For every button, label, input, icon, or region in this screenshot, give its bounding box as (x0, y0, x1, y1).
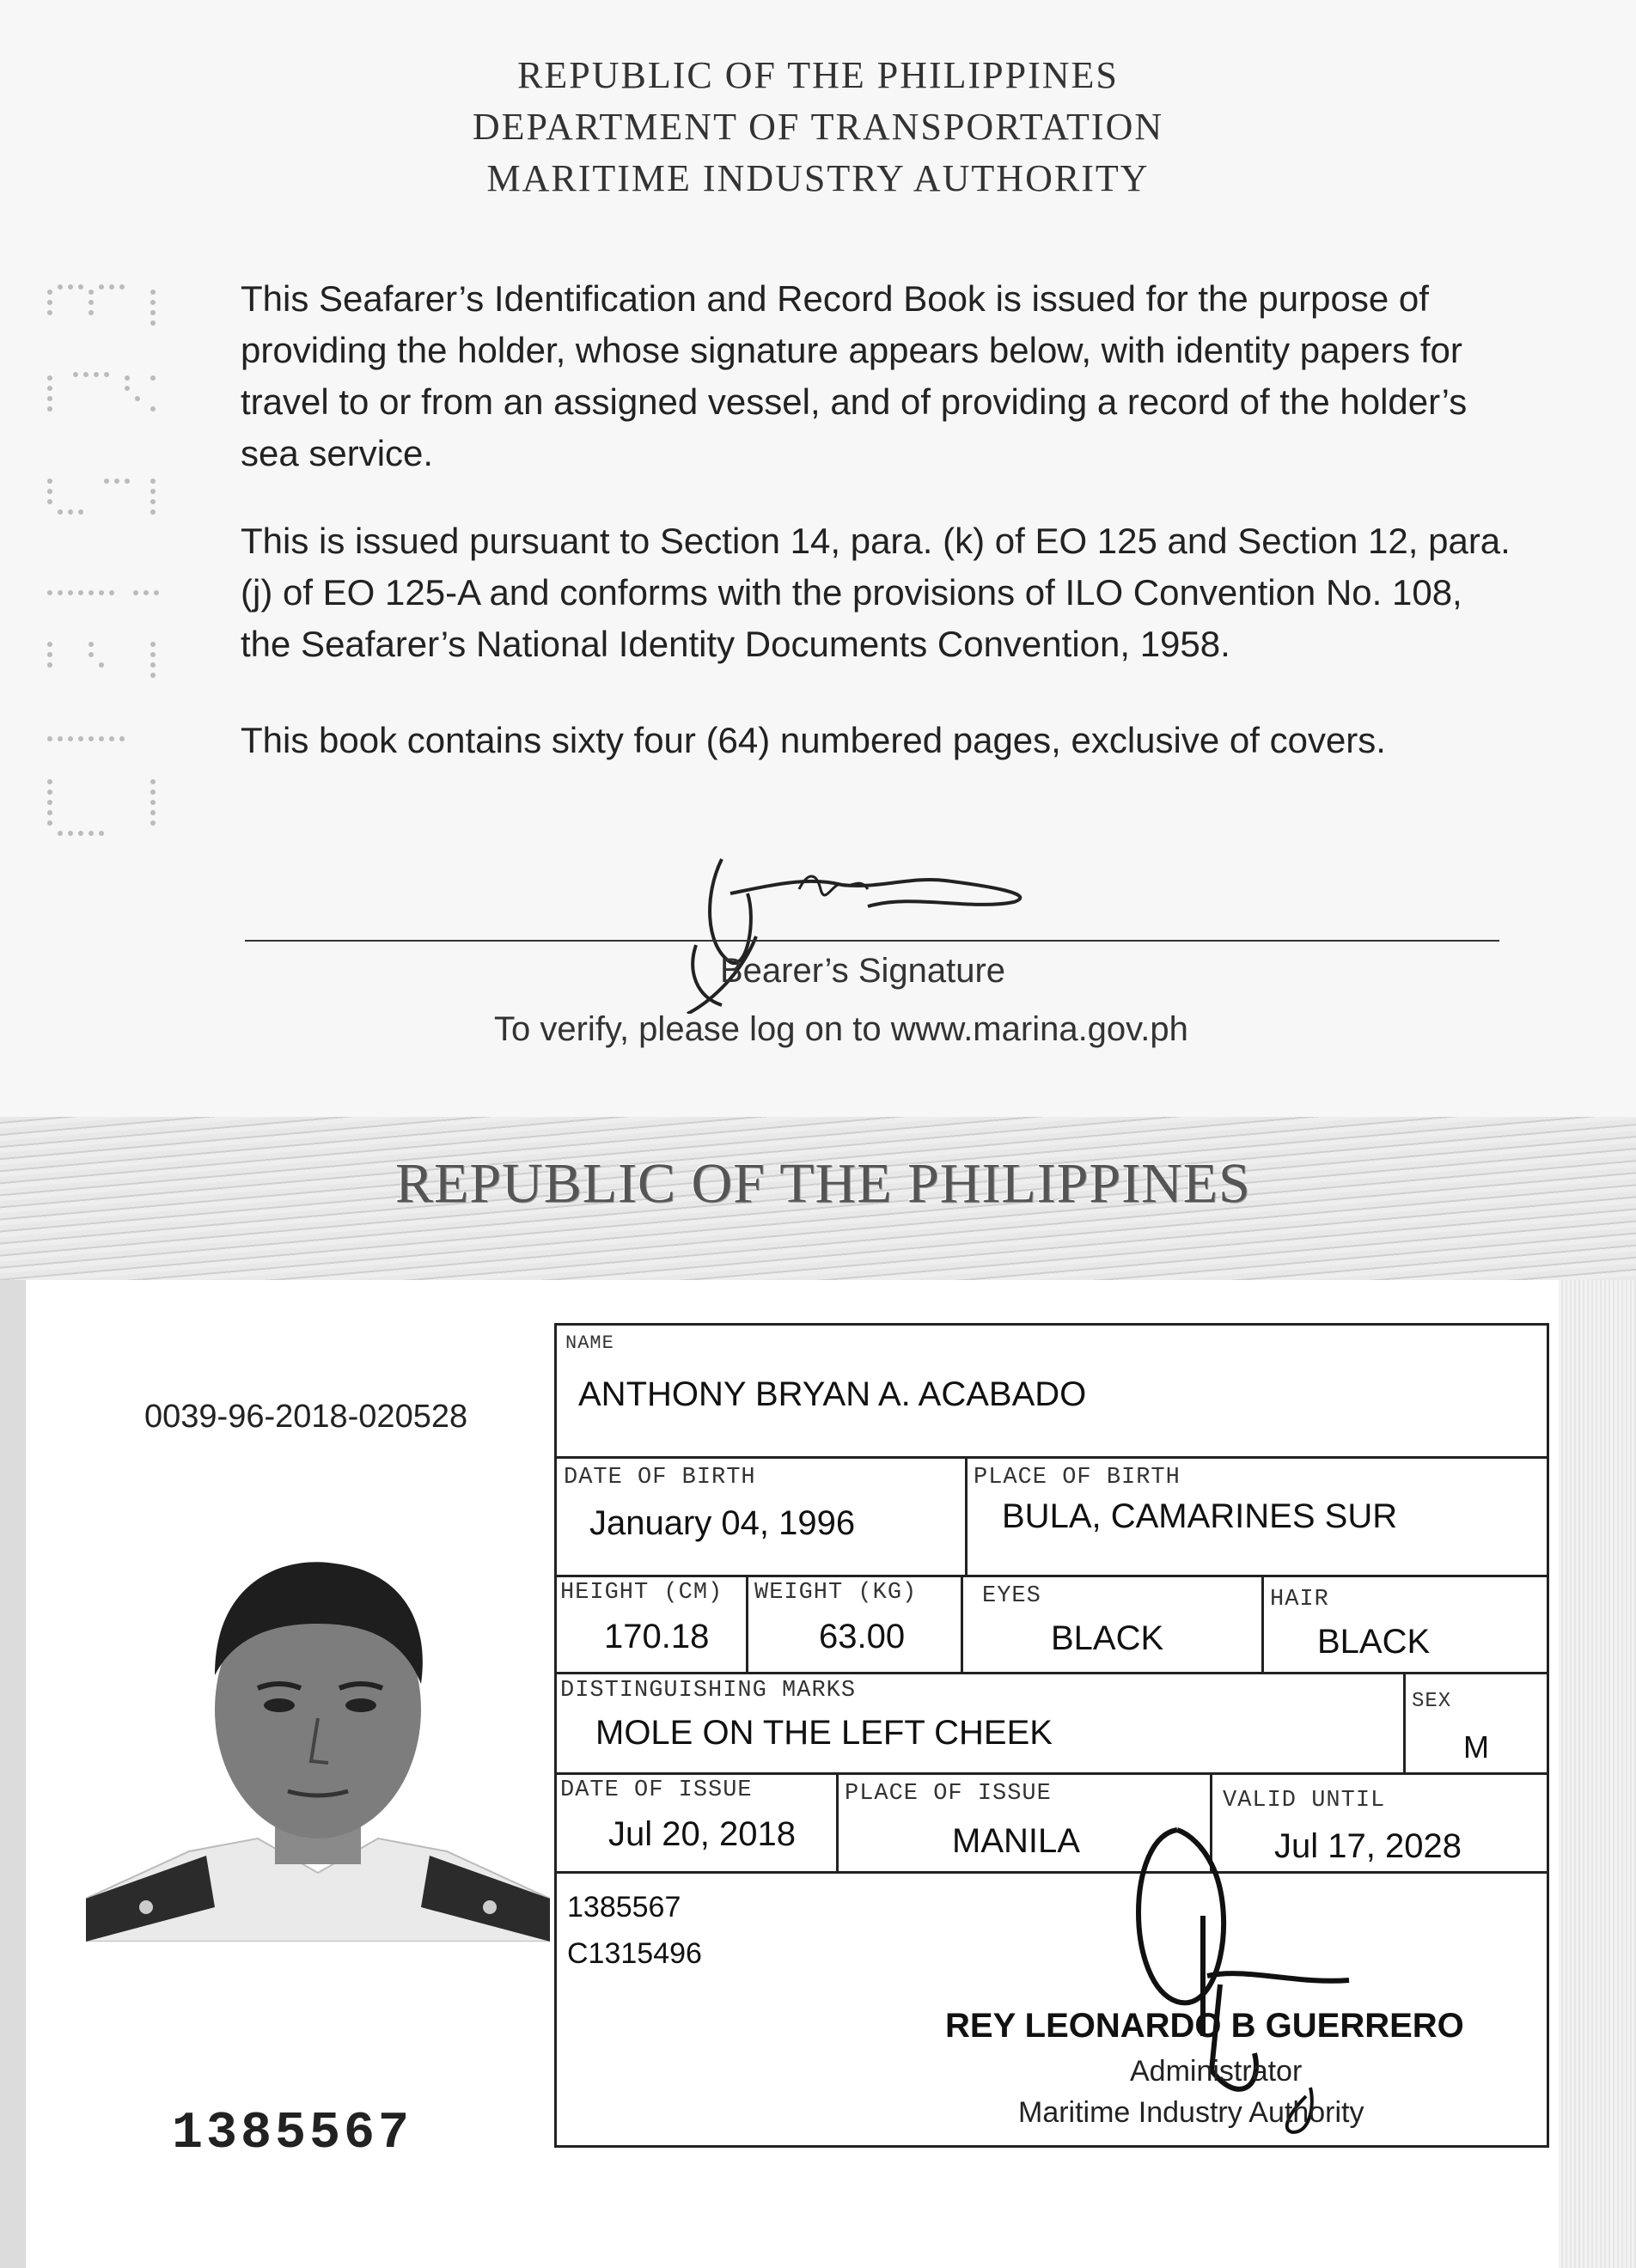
booklet-top-page (0, 0, 1636, 1117)
hair-label: HAIR (1270, 1587, 1329, 1613)
card-right-texture (1559, 1280, 1636, 2268)
header-department: DEPARTMENT OF TRANSPORTATION (472, 106, 1164, 148)
sex-label: SEX (1412, 1690, 1452, 1713)
sex-value: M (1463, 1729, 1489, 1765)
place-of-issue-value: MANILA (952, 1822, 1080, 1860)
weight-label: WEIGHT (KG) (754, 1580, 918, 1606)
signature-line (245, 940, 1499, 942)
place-of-issue-label: PLACE OF ISSUE (845, 1781, 1052, 1807)
administrator-signature-image (1108, 1813, 1383, 2139)
holder-photo (86, 1512, 550, 1942)
height-label: HEIGHT (CM) (560, 1580, 723, 1606)
bearer-signature-label: Bearer’s Signature (720, 952, 1006, 990)
hair-value: BLACK (1317, 1623, 1431, 1661)
eyes-value: BLACK (1051, 1619, 1164, 1657)
name-label: NAME (565, 1332, 614, 1354)
distinguishing-marks-value: MOLE ON THE LEFT CHEEK (595, 1714, 1053, 1752)
place-of-birth-value: BULA, CAMARINES SUR (1002, 1497, 1398, 1535)
record-number: 1385567 (567, 1891, 681, 1924)
band-title: REPUBLIC OF THE PHILIPPINES (395, 1152, 1251, 1215)
date-of-birth-label: DATE OF BIRTH (564, 1465, 756, 1491)
valid-until-value: Jul 17, 2028 (1274, 1827, 1462, 1865)
place-of-birth-label: PLACE OF BIRTH (974, 1465, 1181, 1491)
eyes-label: EYES (982, 1583, 1041, 1609)
page-count-paragraph: This book contains sixty four (64) numbered pages, exclusive of covers. (241, 720, 1386, 760)
verify-text: To verify, please log on to www.marina.gov.ph (494, 1010, 1188, 1048)
administrator-organization: Maritime Industry Authority (1018, 2096, 1364, 2129)
header-republic: REPUBLIC OF THE PHILIPPINES (517, 54, 1119, 96)
valid-until-label: VALID UNTIL (1223, 1788, 1386, 1814)
perforated-serial-number (41, 275, 170, 876)
weight-value: 63.00 (819, 1618, 906, 1655)
header-authority: MARITIME INDUSTRY AUTHORITY (486, 157, 1150, 199)
document-number: 0039-96-2018-020528 (144, 1399, 468, 1435)
name-value: ANTHONY BRYAN A. ACABADO (578, 1375, 1087, 1413)
date-of-issue-value: Jul 20, 2018 (608, 1815, 796, 1853)
date-of-issue-label: DATE OF ISSUE (560, 1777, 753, 1803)
administrator-title: Administrator (1130, 2055, 1303, 2088)
administrator-name: REY LEONARDO B GUERRERO (945, 2007, 1464, 2045)
purpose-paragraph: This Seafarer’s Identification and Record Book is issued for the purpose of providing the holder, whose signature appears below, with identity papers for travel to or from an assigned vessel, and of providing a record of the holder’s sea service. (241, 278, 1468, 473)
book-number: C1315496 (567, 1937, 702, 1970)
date-of-birth-value: January 04, 1996 (589, 1504, 856, 1542)
legal-basis-paragraph: This is issued pursuant to Section 14, para. (k) of EO 125 and Section 12, para. (j) of EO 125-A and conforms with the provisions of ILO Convention No. 108, the Seafarer’s National Identity Documents Convention, 1958. (241, 521, 1511, 664)
serial-number-stamp: 1385567 (172, 2105, 413, 2163)
card-left-edge (0, 1280, 26, 2268)
height-value: 170.18 (604, 1618, 710, 1655)
distinguishing-marks-label: DISTINGUISHING MARKS (560, 1678, 857, 1704)
